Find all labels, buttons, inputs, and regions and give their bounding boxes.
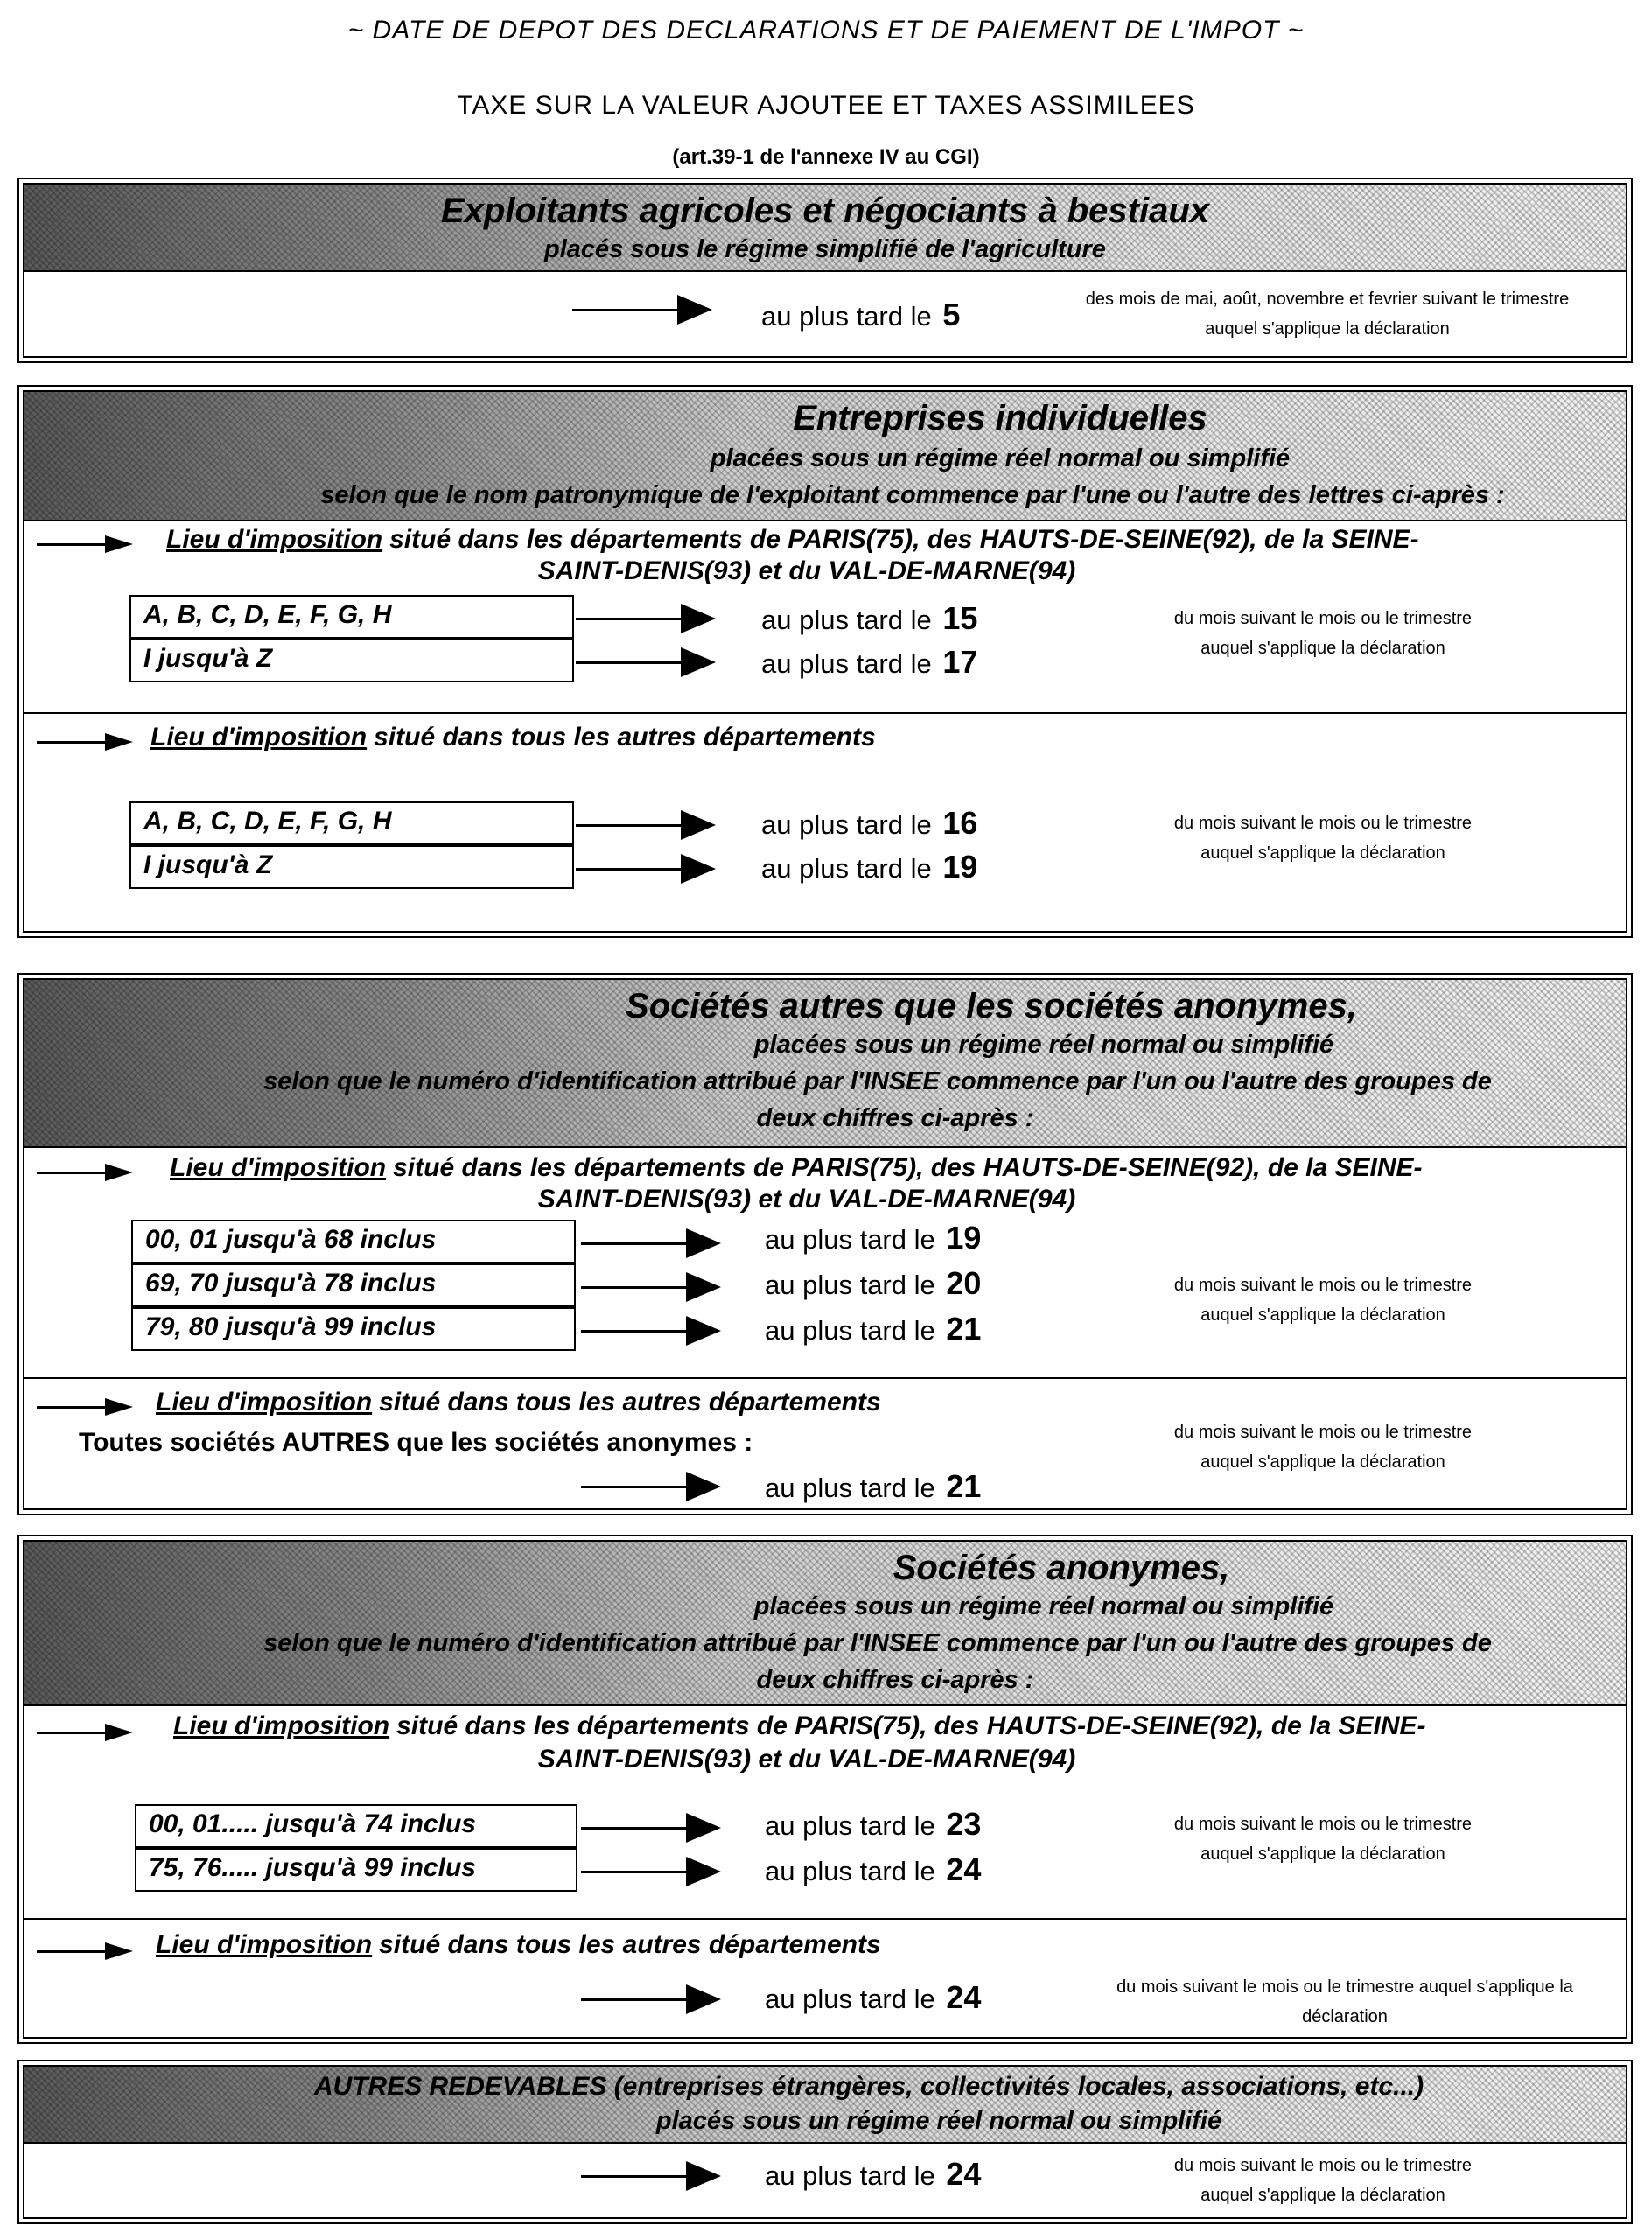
arrow-icon (576, 647, 716, 677)
section-subtitle: selon que le numéro d'identification attribué par l'INSEE commence par l'un ou l'autre des groupes de (263, 1067, 1492, 1095)
arrow-icon (37, 1164, 133, 1181)
deadline-note: du mois suivant le mois ou le trimestre auquel s'applique la déclaration (1173, 1423, 1473, 1472)
letter-range-box: I jusqu'à Z (130, 845, 574, 889)
autres-societes-text: Toutes sociétés AUTRES que les sociétés anonymes : (79, 1428, 753, 1457)
section-subtitle: deux chiffres ci-après : (756, 1104, 1034, 1132)
deadline: au plus tard le 23 (765, 1806, 982, 1842)
arrow-icon (37, 733, 133, 751)
siren-range-box: 69, 70 jusqu'à 78 inclus (131, 1263, 576, 1307)
arrow-icon (576, 810, 716, 840)
arrow-icon (581, 1984, 721, 2014)
section-header (24, 1542, 1626, 1706)
lieu-autres: Lieu d'imposition situé dans tous les autres départements (156, 1930, 881, 1959)
lieu-autres: Lieu d'imposition situé dans tous les autres départements (156, 1388, 881, 1417)
row-divider (24, 712, 1626, 714)
arrow-icon (581, 1472, 721, 1501)
arrow-icon (572, 295, 712, 325)
letter-range-box: A, B, C, D, E, F, G, H (130, 595, 574, 639)
section-entreprises-individuelles (18, 385, 1633, 938)
section-title: Entreprises individuelles (793, 399, 1208, 437)
section-title: Exploitants agricoles et négociants à bestiaux (440, 192, 1210, 230)
deadline-note: des mois de mai, août, novembre et fevrier suivant le trimestre auquel s'applique la déclaration (1085, 290, 1570, 339)
arrow-icon (581, 1316, 721, 1346)
arrow-icon (581, 1228, 721, 1258)
deadline: au plus tard le 21 (765, 1311, 982, 1347)
deadline: au plus tard le 16 (761, 805, 978, 841)
siren-range-box: 79, 80 jusqu'à 99 inclus (131, 1307, 576, 1351)
arrow-icon (581, 1857, 721, 1886)
deadline: au plus tard le 5 (761, 297, 961, 332)
section-subtitle: placés sous le régime simplifié de l'agriculture (544, 235, 1106, 263)
letter-range-box: A, B, C, D, E, F, G, H (130, 801, 574, 845)
arrow-icon (581, 1813, 721, 1843)
row-divider (24, 1377, 1626, 1379)
row-divider (24, 1918, 1626, 1920)
lieu-paris-line2: SAINT-DENIS(93) et du VAL-DE-MARNE(94) (537, 1745, 1076, 1774)
arrow-icon (37, 535, 133, 553)
lieu-paris: Lieu d'imposition situé dans les départements de PARIS(75), des HAUTS-DE-SEINE(92), de la SEINE- (173, 1711, 1426, 1740)
section-subtitle: placées sous un régime réel normal ou simplifié (710, 444, 1291, 472)
deadline-note: du mois suivant le mois ou le trimestre auquel s'applique la déclaration (1116, 1977, 1573, 2026)
section-header (24, 980, 1626, 1148)
siren-range-box: 00, 01..... jusqu'à 74 inclus (135, 1804, 578, 1848)
lieu-autres: Lieu d'imposition situé dans tous les autres départements (150, 723, 876, 752)
section-title: Sociétés autres que les sociétés anonymes, (626, 987, 1357, 1025)
section-societes-anonymes (18, 1535, 1633, 2044)
section-subtitle: deux chiffres ci-après : (756, 1666, 1034, 1694)
section-societes-autres (18, 973, 1633, 1515)
deadline-note: du mois suivant le mois ou le trimestre auquel s'applique la déclaration (1173, 2156, 1473, 2205)
deadline: au plus tard le 24 (765, 1851, 982, 1887)
deadline-note: du mois suivant le mois ou le trimestre auquel s'applique la déclaration (1173, 1815, 1473, 1864)
arrow-icon (576, 854, 716, 884)
arrow-icon (581, 1272, 721, 1302)
siren-range-box: 00, 01 jusqu'à 68 inclus (131, 1220, 576, 1263)
deadline-note: du mois suivant le mois ou le trimestre auquel s'applique la déclaration (1173, 1276, 1473, 1325)
section-title: AUTRES REDEVABLES (entreprises étrangères, collectivités locales, associations, etc...) (313, 2072, 1424, 2101)
deadline: au plus tard le 21 (765, 1468, 982, 1504)
arrow-icon (581, 2161, 721, 2191)
legal-reference: (art.39-1 de l'annexe IV au CGI) (672, 145, 980, 169)
deadline: au plus tard le 17 (761, 644, 978, 680)
section-header (24, 392, 1626, 521)
section-subtitle: placés sous un régime réel normal ou simplifié (655, 2107, 1222, 2135)
section-header (24, 185, 1626, 272)
deadline: au plus tard le 19 (761, 849, 978, 885)
section-exploitants-agricoles (18, 178, 1633, 363)
section-subtitle: placées sous un régime réel normal ou simplifié (753, 1031, 1334, 1059)
arrow-icon (37, 1942, 133, 1960)
lieu-paris-line2: SAINT-DENIS(93) et du VAL-DE-MARNE(94) (537, 556, 1076, 585)
lieu-paris: Lieu d'imposition situé dans les départements de PARIS(75), des HAUTS-DE-SEINE(92), de la SEINE- (170, 1153, 1423, 1182)
section-title: Sociétés anonymes, (892, 1549, 1230, 1587)
deadline-note: du mois suivant le mois ou le trimestre auquel s'applique la déclaration (1173, 609, 1473, 658)
letter-range-box: I jusqu'à Z (130, 639, 574, 682)
siren-range-box: 75, 76..... jusqu'à 99 inclus (135, 1848, 578, 1892)
deadline: au plus tard le 20 (765, 1265, 982, 1301)
section-autres-redevables (18, 2060, 1633, 2224)
arrow-icon (576, 604, 716, 633)
deadline: au plus tard le 19 (765, 1220, 982, 1256)
section-header (24, 2067, 1626, 2144)
arrow-icon (37, 1398, 133, 1416)
document-subtitle: TAXE SUR LA VALEUR AJOUTEE ET TAXES ASSIMILEES (457, 91, 1195, 120)
lieu-paris: Lieu d'imposition situé dans les départements de PARIS(75), des HAUTS-DE-SEINE(92), de la SEINE- (166, 525, 1419, 554)
section-subtitle: selon que le numéro d'identification attribué par l'INSEE commence par l'un ou l'autre des groupes de (263, 1629, 1492, 1657)
deadline: au plus tard le 24 (765, 2156, 982, 2192)
deadline: au plus tard le 15 (761, 600, 978, 636)
section-subtitle: selon que le nom patronymique de l'exploitant commence par l'une ou l'autre des lettres ci-après : (320, 481, 1505, 509)
document-title: ~ DATE DE DEPOT DES DECLARATIONS ET DE PAIEMENT DE L'IMPOT ~ (347, 16, 1305, 45)
arrow-icon (37, 1724, 133, 1741)
section-subtitle: placées sous un régime réel normal ou simplifié (753, 1592, 1334, 1620)
deadline-note: du mois suivant le mois ou le trimestre auquel s'applique la déclaration (1173, 814, 1473, 863)
deadline: au plus tard le 24 (765, 1979, 982, 2015)
lieu-paris-line2: SAINT-DENIS(93) et du VAL-DE-MARNE(94) (537, 1185, 1076, 1214)
